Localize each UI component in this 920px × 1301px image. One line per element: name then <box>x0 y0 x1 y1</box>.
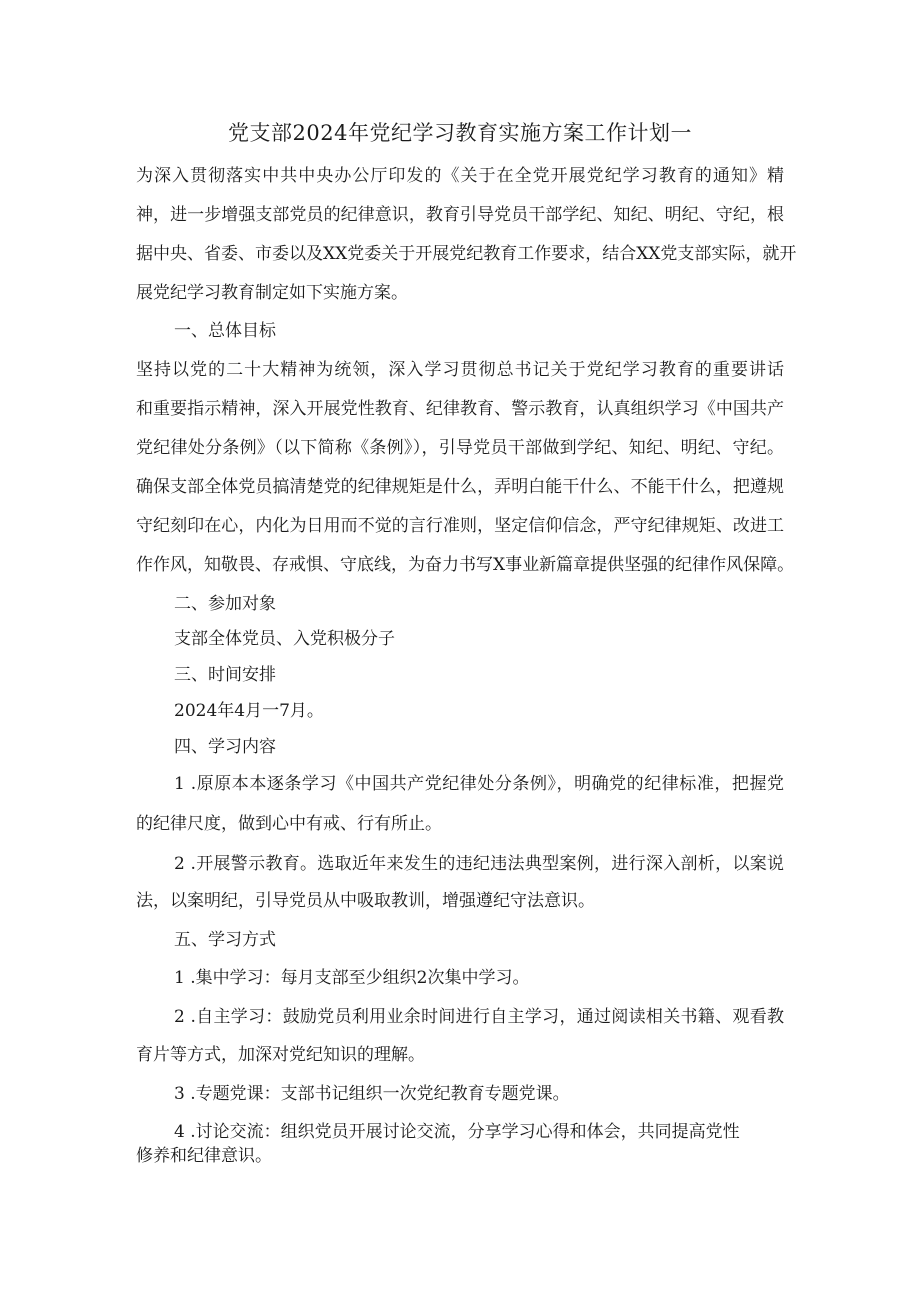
section-5-item-2: 2 .自主学习：鼓励党员利用业余时间进行自主学习，通过阅读相关书籍、观看教 <box>174 1007 784 1027</box>
document-title: 党支部2024年党纪学习教育实施方案工作计划一 <box>228 121 692 145</box>
section-1-line: 和重要指示精神，深入开展党性教育、纪律教育、警示教育，认真组织学习《中国共产 <box>136 399 784 419</box>
section-5-item-2-cont: 育片等方式，加深对党纪知识的理解。 <box>136 1045 425 1065</box>
section-5-item-3: 3 .专题党课：支部书记组织一次党纪教育专题党课。 <box>174 1084 570 1104</box>
section-3-body: 2024年4月一7月。 <box>174 701 324 721</box>
section-1-heading: 一、总体目标 <box>174 321 276 341</box>
section-4-heading: 四、学习内容 <box>174 737 276 757</box>
section-1-line: 确保支部全体党员搞清楚党的纪律规矩是什么，弄明白能干什么、不能干什么，把遵规 <box>136 477 784 497</box>
section-5-heading: 五、学习方式 <box>174 930 276 950</box>
intro-line: 神，进一步增强支部党员的纪律意识，教育引导党员干部学纪、知纪、明纪、守纪，根 <box>136 205 784 225</box>
section-1-line: 守纪刻印在心，内化为日用而不觉的言行准则，坚定信仰信念，严守纪律规矩、改进工 <box>136 516 784 536</box>
section-1-line: 党纪律处分条例》（以下简称《条例》），引导党员干部做到学纪、知纪、明纪、守纪。 <box>136 438 784 458</box>
section-1-line: 作作风，知敬畏、存戒惧、守底线，为奋力书写X事业新篇章提供坚强的纪律作风保障。 <box>136 555 795 575</box>
section-5-item-4-cont: 修养和纪律意识。 <box>136 1146 272 1166</box>
section-2-body: 支部全体党员、入党积极分子 <box>174 629 395 649</box>
section-4-item-1: 1 .原原本本逐条学习《中国共产党纪律处分条例》，明确党的纪律标准，把握党 <box>174 774 784 794</box>
section-4-item-2: 2 .开展警示教育。选取近年来发生的违纪违法典型案例，进行深入剖析，以案说 <box>174 854 784 874</box>
section-4-item-2-cont: 法，以案明纪，引导党员从中吸取教训，增强遵纪守法意识。 <box>136 891 595 911</box>
intro-line: 展党纪学习教育制定如下实施方案。 <box>136 283 408 303</box>
intro-line: 据中央、省委、市委以及XX党委关于开展党纪教育工作要求，结合XX党支部实际，就开 <box>136 244 797 264</box>
section-2-heading: 二、参加对象 <box>174 594 276 614</box>
section-3-heading: 三、时间安排 <box>174 665 276 685</box>
section-5-item-1: 1 .集中学习：每月支部至少组织2次集中学习。 <box>174 968 530 988</box>
section-1-line: 坚持以党的二十大精神为统领，深入学习贯彻总书记关于党纪学习教育的重要讲话 <box>136 360 784 380</box>
intro-line: 为深入贯彻落实中共中央办公厅印发的《关于在全党开展党纪学习教育的通知》精 <box>136 166 784 186</box>
section-5-item-4: 4 .讨论交流：组织党员开展讨论交流，分享学习心得和体会，共同提高党性 <box>174 1122 740 1142</box>
section-4-item-1-cont: 的纪律尺度，做到心中有戒、行有所止。 <box>136 814 442 834</box>
